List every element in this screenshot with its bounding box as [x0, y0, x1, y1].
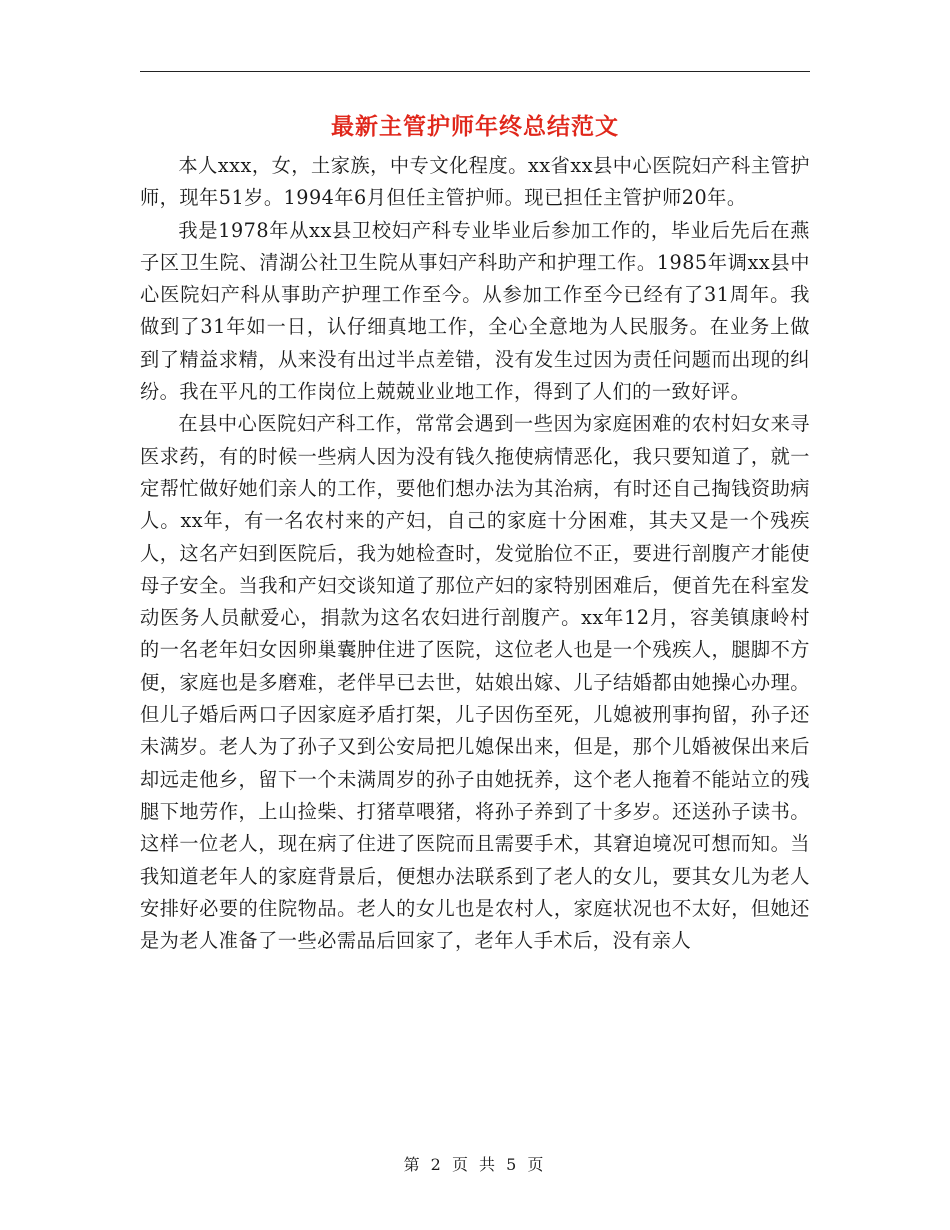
page-number: 第 2 页 共 5 页: [403, 1155, 547, 1174]
paragraph-1: 本人xxx，女，土家族，中专文化程度。xx省xx县中心医院妇产科主管护师，现年51岁。1994年6月但任主管护师。现已担任主管护师20年。: [140, 154, 810, 210]
paragraph-2: 我是1978年从xx县卫校妇产科专业毕业后参加工作的，毕业后先后在燕子区卫生院、清湖公社卫生院从事妇产科助产和护理工作。1985年调xx县中心医院妇产科从事助产护理工作至今。从参加工作至今已经有了31周年。我做到了31年如一日，认仔细真地工作，全心全意地为人民服务。在业务上做到了精益求精，从来没有出过半点差错，没有发生过因为责任问题而出现的纠纷。我在平凡的工作岗位上兢兢业业地工作，得到了人们的一致好评。: [140, 218, 810, 404]
document-body: [140, 150, 810, 957]
paragraph-3: 在县中心医院妇产科工作，常常会遇到一些因为家庭困难的农村妇女来寻医求药，有的时候一些病人因为没有钱久拖使病情恶化，我只要知道了，就一定帮忙做好她们亲人的工作，要他们想办法为其治病，有时还自己掏钱资助病人。xx年，有一名农村来的产妇，自己的家庭十分困难，其夫又是一个残疾人，这名产妇到医院后，我为她检查时，发觉胎位不正，要进行剖腹产才能使母子安全。当我和产妇交谈知道了那位产妇的家特别困难后，便首先在科室发动医务人员献爱心，捐款为这名农妇进行剖腹产。xx年12月，容美镇康岭村的一名老年妇女因卵巢囊肿住进了医院，这位老人也是一个残疾人，腿脚不方便，家庭也是多磨难，老伴早已去世，姑娘出嫁、儿子结婚都由她操心办理。但儿子婚后两口子因家庭矛盾打架，儿子因伤至死，儿媳被刑事拘留，孙子还未满岁。老人为了孙子又到公安局把儿媳保出来，但是，那个儿婚被保出来后却远走他乡，留下一个未满周岁的孙子由她抚养，这个老人拖着不能站立的残腿下地劳作，上山捡柴、打猪草喂猪，将孙子养到了十多岁。还送孙子读书。这样一位老人，现在病了住进了医院而且需要手术，其窘迫境况可想而知。当我知道老年人的家庭背景后，便想办法联系到了老人的女儿，要其女儿为老人安排好必要的住院物品。老人的女儿也是农村人，家庭状况也不太好，但她还是为老人准备了一些必需品后回家了，老年人手术后，没有亲人: [140, 412, 810, 953]
document-title: 最新主管护师年终总结范文: [331, 113, 619, 140]
header-rule: [140, 71, 810, 72]
